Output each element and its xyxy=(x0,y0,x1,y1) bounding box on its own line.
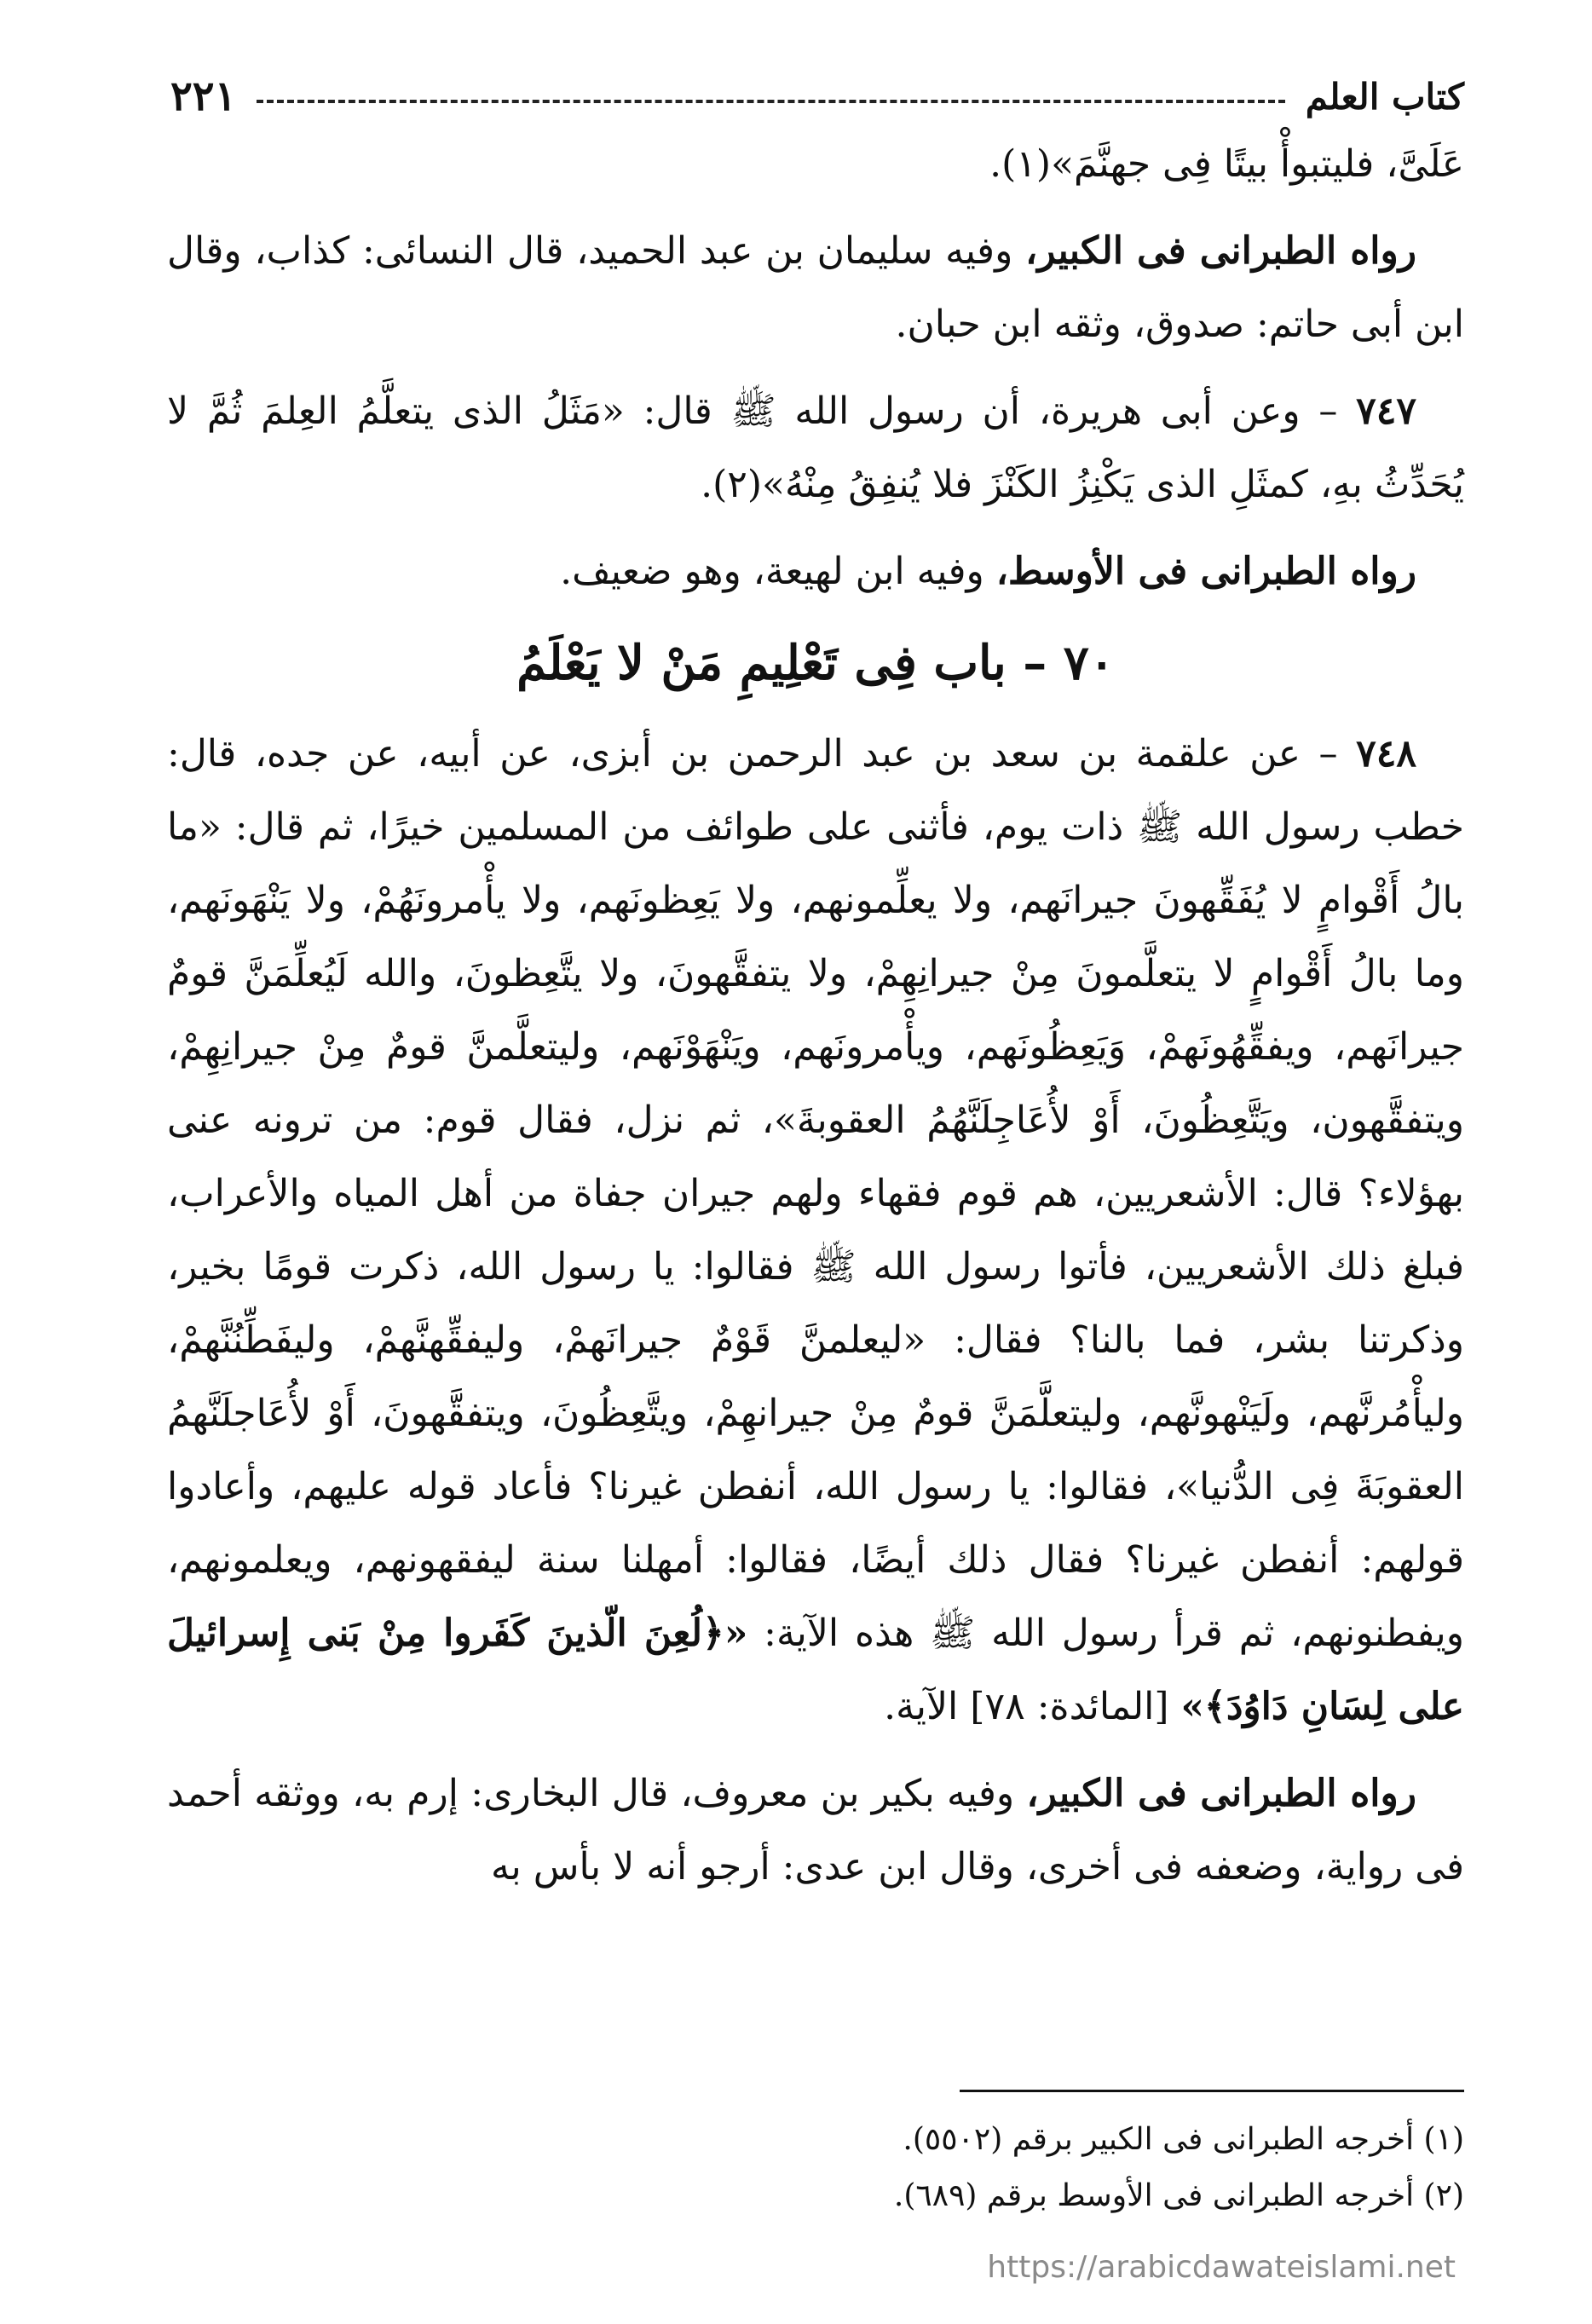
header-title: كتاب العلم xyxy=(1305,75,1464,118)
source-note-text: وفيه بكير بن معروف، قال البخارى: إرم به، ووثقه أحمد فى رواية، وضعفه فى أخرى، وقال ابن عدى: أرجو أنه لا بأس به xyxy=(167,1772,1464,1889)
footnote-1: (١) أخرجه الطبرانى فى الكبير برقم (٥٥٠٢). xyxy=(903,2122,1464,2157)
hadith-747 xyxy=(167,375,1464,522)
footnote-divider xyxy=(960,2090,1464,2092)
main-text xyxy=(167,128,1464,1917)
paragraph-source-note xyxy=(167,535,1464,608)
running-header xyxy=(170,66,1464,126)
source-reference: رواه الطبرانى فى الأوسط، xyxy=(995,550,1416,593)
source-reference: رواه الطبرانى فى الكبير، xyxy=(1026,1772,1416,1815)
source-note-text: وفيه سليمان بن عبد الحميد، قال النسائى: كذاب، وقال ابن أبى حاتم: صدوق، وثقه ابن حبان. xyxy=(167,229,1464,346)
paragraph-continuation xyxy=(167,128,1464,201)
footnotes xyxy=(167,2112,1464,2224)
source-note-text: وفيه ابن لهيعة، وهو ضعيف. xyxy=(560,550,996,593)
continuation-text: عَلَىَّ، فليتبوأْ بيتًا فِى جهنَّمَ»(١). xyxy=(989,142,1464,186)
source-reference: رواه الطبرانى فى الكبير، xyxy=(1025,229,1416,273)
quran-verse: «﴿لُعِنَ الّذينَ كَفَروا مِنْ بَنى إِسرائيلَ على لِسَانِ دَاوُدَ﴾» xyxy=(167,1612,1464,1728)
footnote-2: (٢) أخرجه الطبرانى فى الأوسط برقم (٦٨٩). xyxy=(893,2178,1464,2213)
hadith-number: ٧٤٧ xyxy=(1356,389,1416,433)
chapter-heading: ٧٠ – باب فِى تَعْلِيمِ مَنْ لا يَعْلَمُ xyxy=(516,635,1115,691)
hadith-number: ٧٤٨ xyxy=(1356,732,1416,776)
verse-reference: [المائدة: ٧٨] الآية. xyxy=(884,1685,1181,1728)
website-watermark: https://arabicdawateislami.net xyxy=(987,2250,1456,2285)
header-dashed-rule xyxy=(257,100,1284,103)
page-number: ٢٢١ xyxy=(170,72,237,120)
paragraph-source-note xyxy=(167,215,1464,361)
hadith-748 xyxy=(167,718,1464,1744)
hadith-text: – وعن أبى هريرة، أن رسول الله ﷺ قال: «مَثَلُ الذى يتعلَّمُ العِلمَ ثُمَّ لا يُحَدِّثُ بهِ، كمثَلِ الذى يَكْنِزُ الكَنْزَ فلا يُنفِقُ مِنْهُ»(٢). xyxy=(167,389,1464,506)
paragraph-source-note xyxy=(167,1757,1464,1904)
hadith-text: – عن علقمة بن سعد بن عبد الرحمن بن أبزى، عن أبيه، عن جده، قال: خطب رسول الله ﷺ ذات يوم، فأثنى على طوائف من المسلمين خيرًا، ثم قال: «ما بالُ أَقْوامٍ لا يُفَقِّهونَ جيرانَهم، ولا يعلِّمونهم، ولا يَعِظونَهم، ولا يأْمرونَهُمْ، ولا يَنْهَونَهم، وما بالُ أَقْوامٍ لا يتعلَّمونَ مِنْ جيرانِهِمْ، ولا يتفقَّهونَ، ولا يتَّعِظونَ، والله لَيُعلِّمَنَّ قومٌ جيرانَهم، ويفقِّهُونَهمْ، وَيَعِظُونَهم، ويأْمرونَهم، ويَنْهَوْنَهم، وليتعلَّمنَّ قومٌ مِنْ جيرانِهِمْ، ويتفقَّهون، ويَتَّعِظُونَ، أَوْ لأُعَاجِلَنَّهُمُ العقوبةَ»، ثم نزل، فقال قوم: من ترونه عنى بهؤلاء؟ قال: الأشعريين، هم قوم فقهاء ولهم جيران جفاة من أهل المياه والأعراب، فبلغ ذلك الأشعريين، فأتوا رسول الله ﷺ فقالوا: يا رسول الله، ذكرت قومًا بخير، وذكرتنا بشر، فما بالنا؟ فقال: «ليعلمنَّ قَوْمٌ جيرانَهمْ، وليفقِّهنَّهمْ، وليفَطِّنُنَّهمْ، وليأْمُرنَّهم، ولَيَنْهونَّهم، وليتعلَّمَنَّ قومٌ مِنْ جيرانهِمْ، ويتَّعِظُونَ، ويتفقَّهونَ، أَوْ لأُعَاجلَنَّهمُ العقوبَةَ فِى الدُّنيا»، فقالوا: يا رسول الله، أنفطن غيرنا؟ فأعاد قوله عليهم، وأعادوا قولهم: أنفطن غيرنا؟ فقال ذلك أيضًا، فقالوا: أمهلنا سنة ليفقهونهم، ويعلمونهم، ويفطنونهم، ثم قرأ رسول الله ﷺ هذه الآية: xyxy=(167,732,1464,1655)
